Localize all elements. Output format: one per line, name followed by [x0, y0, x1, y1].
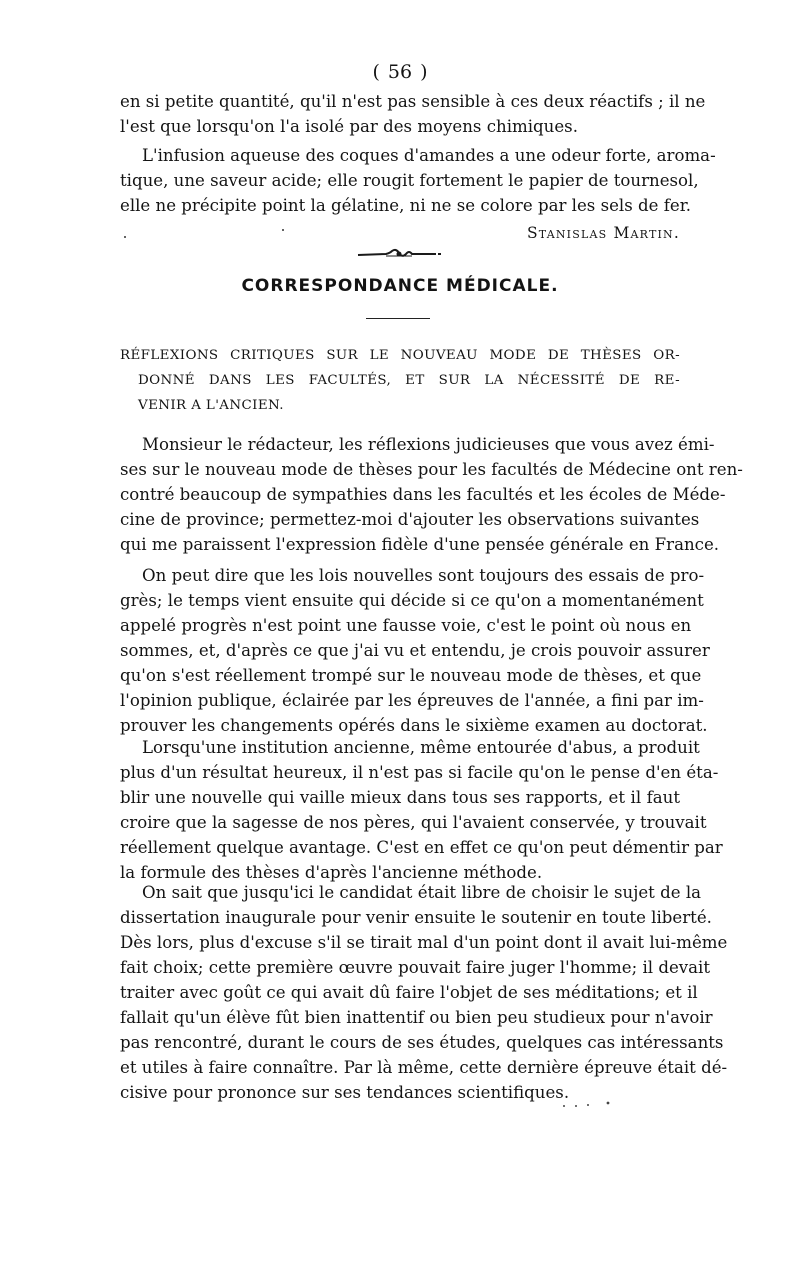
- continuation-paragraph: [120, 89, 706, 139]
- text-line: cine de province; permettez-moi d'ajouter les observations suivantes: [120, 510, 700, 529]
- infusion-paragraph: [120, 143, 716, 218]
- text-line: L'infusion aqueuse des coques d'amandes a une odeur forte, aroma-: [142, 146, 716, 165]
- letter-paragraph: [120, 432, 743, 557]
- text-line: croire que la sagesse de nos pères, qui l'avaient conservée, y trouvait: [120, 813, 707, 832]
- author-signature: Stanislas Martin.: [526, 224, 680, 242]
- text-line: appelé progrès n'est point une fausse voie, c'est le point où nous en: [120, 616, 692, 635]
- text-line: tique, une saveur acide; elle rougit fortement le papier de tournesol,: [120, 171, 699, 190]
- text-line: prouver les changements opérés dans le sixième examen au doctorat.: [120, 716, 708, 735]
- text-line: sommes, et, d'après ce que j'ai vu et entendu, je crois pouvoir assurer: [120, 641, 710, 660]
- page-number-close-paren: ): [420, 61, 428, 83]
- text-line: en si petite quantité, qu'il n'est pas sensible à ces deux réactifs ; il ne: [120, 92, 706, 111]
- text-line: blir une nouvelle qui vaille mieux dans tous ses rapports, et il faut: [120, 788, 680, 807]
- text-line: et utiles à faire connaître. Par là même, cette dernière épreuve était dé-: [120, 1058, 728, 1077]
- page-number-value: 56: [387, 61, 413, 83]
- text-line: réellement quelque avantage. C'est en effet ce qu'on peut démentir par: [120, 838, 723, 857]
- text-line: On sait que jusqu'ici le candidat était libre de choisir le sujet de la: [142, 883, 702, 902]
- page-number-open-paren: (: [372, 61, 380, 83]
- text-line: On peut dire que les lois nouvelles sont toujours des essais de pro-: [142, 566, 705, 585]
- text-line: grès; le temps vient ensuite qui décide si ce qu'on a momentanément: [120, 591, 704, 610]
- print-specks-icon: [560, 1100, 614, 1110]
- text-line: Lorsqu'une institution ancienne, même entourée d'abus, a produit: [142, 738, 700, 757]
- text-line: pas rencontré, durant le cours de ses études, quelques cas intéressants: [120, 1033, 724, 1052]
- text-line: cisive pour prononce sur ses tendances scientifiques.: [120, 1083, 570, 1102]
- text-line: qu'on s'est réellement trompé sur le nouveau mode de thèses, et que: [120, 666, 702, 685]
- text-line: traiter avec goût ce qui avait dû faire l'objet de ses méditations; et il: [120, 983, 698, 1002]
- letter-paragraph: [120, 880, 728, 1105]
- letter-paragraph: [120, 735, 723, 885]
- text-line: la formule des thèses d'après l'ancienne méthode.: [120, 863, 543, 882]
- text-line: dissertation inaugurale pour venir ensuite le soutenir en toute liberté.: [120, 908, 712, 927]
- text-line: fallait qu'un élève fût bien inattentif ou bien peu studieux pour n'avoir: [120, 1008, 713, 1027]
- text-line: Monsieur le rédacteur, les réflexions judicieuses que vous avez émi-: [142, 435, 715, 454]
- text-line: Dès lors, plus d'excuse s'il se tirait mal d'un point dont il avait lui-même: [120, 933, 728, 952]
- text-line: qui me paraissent l'expression fidèle d'une pensée générale en France.: [120, 535, 720, 554]
- text-line: contré beaucoup de sympathies dans les facultés et les écoles de Méde-: [120, 485, 726, 504]
- section-title: CORRESPONDANCE MÉDICALE.: [241, 276, 559, 296]
- ornament-divider-icon: [356, 246, 442, 262]
- text-line: l'opinion publique, éclairée par les épreuves de l'année, a fini par im-: [120, 691, 704, 710]
- subtitle-line: DONNÉ DANS LES FACULTÉS, ET SUR LA NÉCESSITÉ DE RE-: [138, 373, 680, 388]
- text-line: fait choix; cette première œuvre pouvait faire juger l'homme; il devait: [120, 958, 711, 977]
- article-subtitle: [120, 343, 680, 418]
- text-line: plus d'un résultat heureux, il n'est pas si facile qu'on le pense d'en éta-: [120, 763, 719, 782]
- text-line: l'est que lorsqu'on l'a isolé par des moyens chimiques.: [120, 117, 578, 136]
- text-line: elle ne précipite point la gélatine, ni ne se colore par les sels de fer.: [120, 196, 692, 215]
- subtitle-line: RÉFLEXIONS CRITIQUES SUR LE NOUVEAU MODE DE THÈSES OR-: [120, 348, 680, 363]
- page-number: [0, 60, 800, 84]
- subtitle-line: VENIR A L'ANCIEN.: [138, 398, 284, 413]
- print-speck: [124, 236, 126, 238]
- text-line: ses sur le nouveau mode de thèses pour les facultés de Médecine ont ren-: [120, 460, 743, 479]
- section-rule: [366, 318, 430, 319]
- letter-paragraph: [120, 563, 710, 738]
- print-speck: [282, 229, 284, 231]
